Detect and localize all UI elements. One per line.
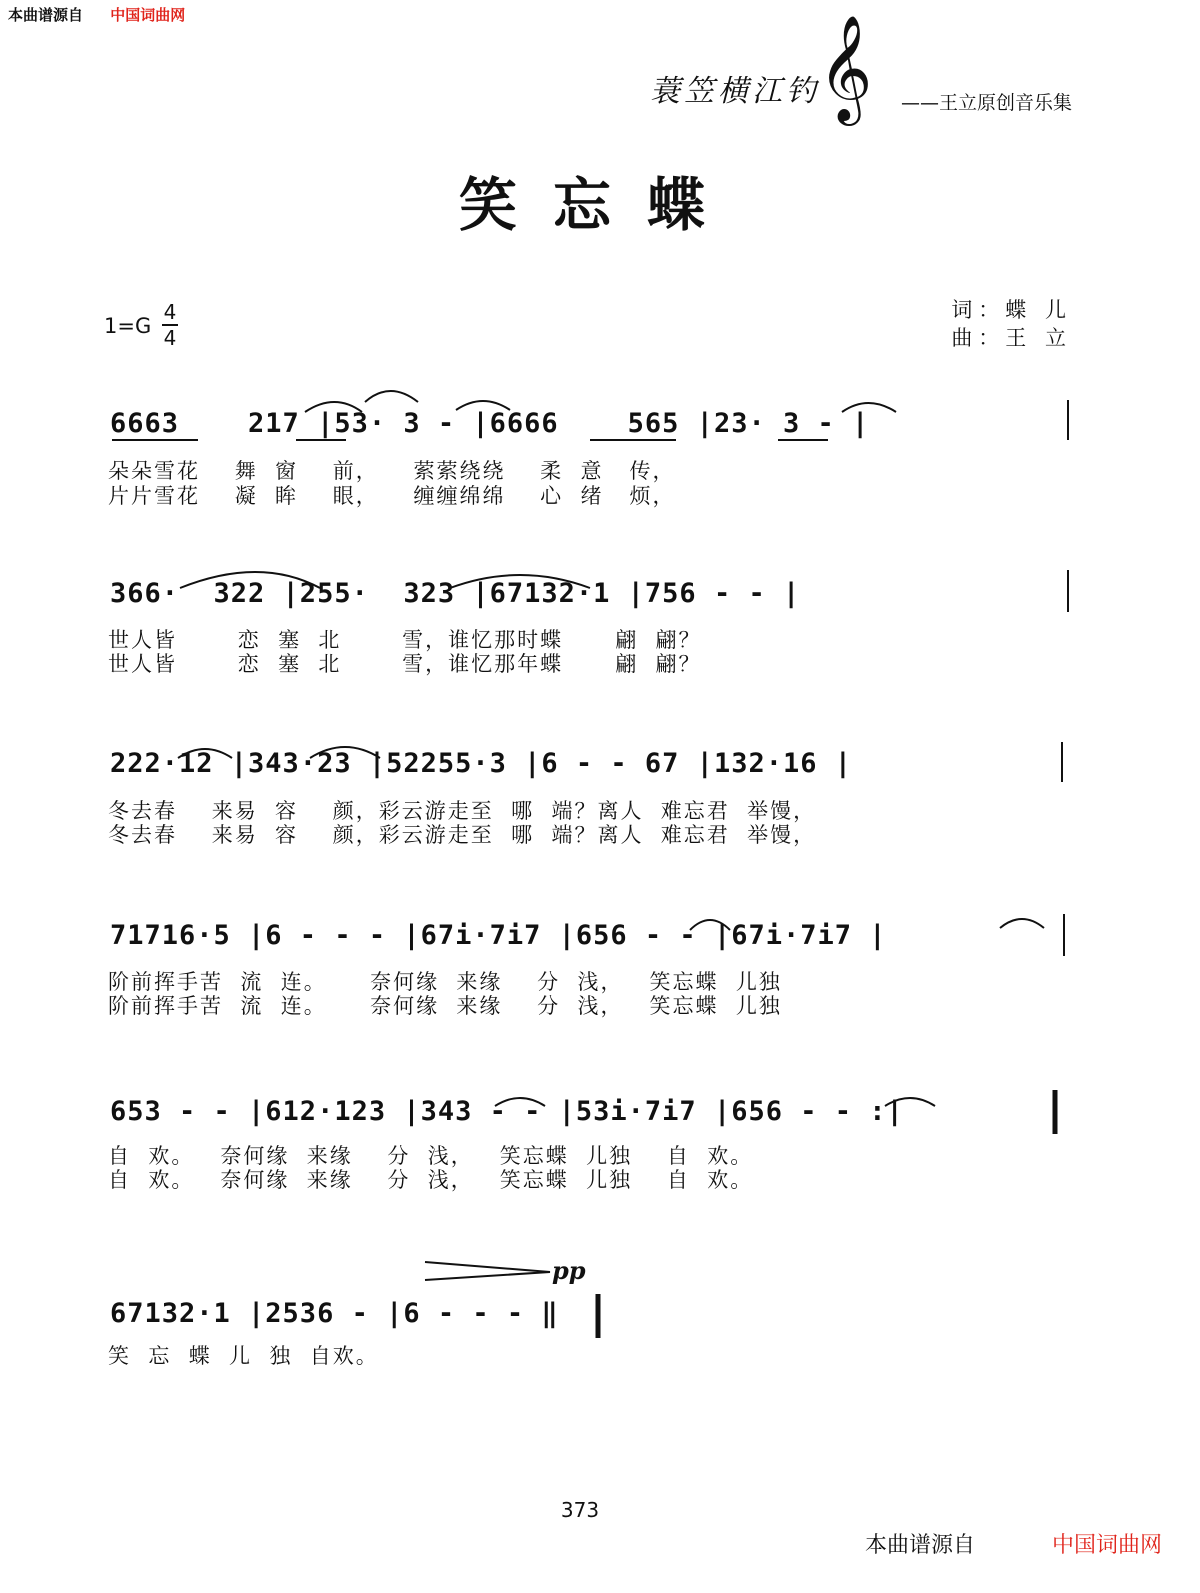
slur-arc <box>456 401 510 410</box>
lyrics-row-3-verse-2: 冬去春 来易 容 颜，彩云游走至 哪 端？离人 难忘君 举馒， <box>108 823 817 847</box>
lyrics-row-4-verse-2: 阶前挥手苦 流 连。 奈何缘 来缘 分 浅， 笑忘蝶 儿独 <box>108 994 782 1018</box>
lyrics-row-5-verse-2: 自 欢。 奈何缘 来缘 分 浅， 笑忘蝶 儿独 自 欢。 <box>108 1168 754 1192</box>
lyrics-row-1-verse-2: 片片雪花 凝 眸 眼， 缠缠绵绵 心 绪 烦， <box>108 484 676 508</box>
slur-arc <box>690 920 730 930</box>
slur-arc <box>310 747 380 758</box>
watermark-site-label: 中国词曲网 <box>110 6 186 24</box>
notation-row-1: 6663 217 |53· 3 - |6666 565 |23· 3 - | <box>110 408 870 439</box>
lyrics-row-4-verse-1: 阶前挥手苦 流 连。 奈何缘 来缘 分 浅， 笑忘蝶 儿独 <box>108 970 782 994</box>
notation-row-3: 222·12 |343·23 |52255·3 |6 - - 67 |132·16 | <box>110 748 852 779</box>
key-signature: 1=G <box>104 314 152 338</box>
lyrics-row-6-verse-1: 笑 忘 蝶 儿 独 自欢。 <box>108 1344 379 1368</box>
lyrics-row-5-verse-1: 自 欢。 奈何缘 来缘 分 浅， 笑忘蝶 儿独 自 欢。 <box>108 1144 754 1168</box>
time-signature-bottom: 4 <box>163 326 177 350</box>
slur-arc <box>365 391 418 402</box>
slur-arc <box>305 402 362 412</box>
time-signature-top: 4 <box>163 300 177 324</box>
slur-arc <box>178 749 232 758</box>
song-title: 笑忘蝶 <box>458 171 741 239</box>
lyrics-row-2-verse-1: 世人皆 恋 塞 北 雪，谁忆那时蝶 翩 翩？ <box>108 628 702 652</box>
notation-row-4: 71716·5 |6 - - - |67i·7i7 |656 - - |67i·7i7 | <box>110 920 887 951</box>
treble-clef-icon: 𝄞 <box>818 14 873 121</box>
notation-row-6: 67132·1 |2536 - |6 - - - ‖ <box>110 1298 559 1329</box>
dynamics-marking: pp <box>552 1256 586 1285</box>
watermark-source-label: 本曲谱源自 <box>8 6 84 24</box>
slur-arc <box>842 403 896 412</box>
slur-arc <box>180 572 320 588</box>
lyrics-row-1-verse-1: 朵朵雪花 舞 窗 前， 萦萦绕绕 柔 意 传， <box>108 459 676 483</box>
crescendo-hairpin <box>425 1262 550 1280</box>
slur-arc <box>885 1098 935 1106</box>
slur-arc <box>450 575 590 588</box>
series-subtitle: ——王立原创音乐集 <box>900 92 1072 114</box>
lyrics-row-2-verse-2: 世人皆 恋 塞 北 雪，谁忆那年蝶 翩 翩？ <box>108 652 702 676</box>
series-title-text: 蓑笠横江钓 <box>650 74 820 109</box>
slur-arc <box>495 1098 545 1106</box>
notation-row-2: 366· 322 |255· 323 |67132·1 |756 - - | <box>110 578 801 609</box>
watermark-site-label: 中国词曲网 <box>1051 1533 1162 1558</box>
composer-credit: 曲：王 立 <box>951 326 1072 350</box>
lyrics-row-3-verse-1: 冬去春 来易 容 颜，彩云游走至 哪 端？离人 难忘君 举馒， <box>108 799 817 823</box>
watermark-bottom <box>865 1528 1162 1559</box>
slur-arc <box>1000 919 1044 928</box>
lyricist-credit: 词：蝶 儿 <box>951 298 1072 322</box>
page-number: 373 <box>560 1498 600 1522</box>
notation-row-5: 653 - - |612·123 |343 - - |53i·7i7 |656 - - :| <box>110 1096 904 1127</box>
watermark-source-label: 本曲谱源自 <box>864 1533 975 1558</box>
